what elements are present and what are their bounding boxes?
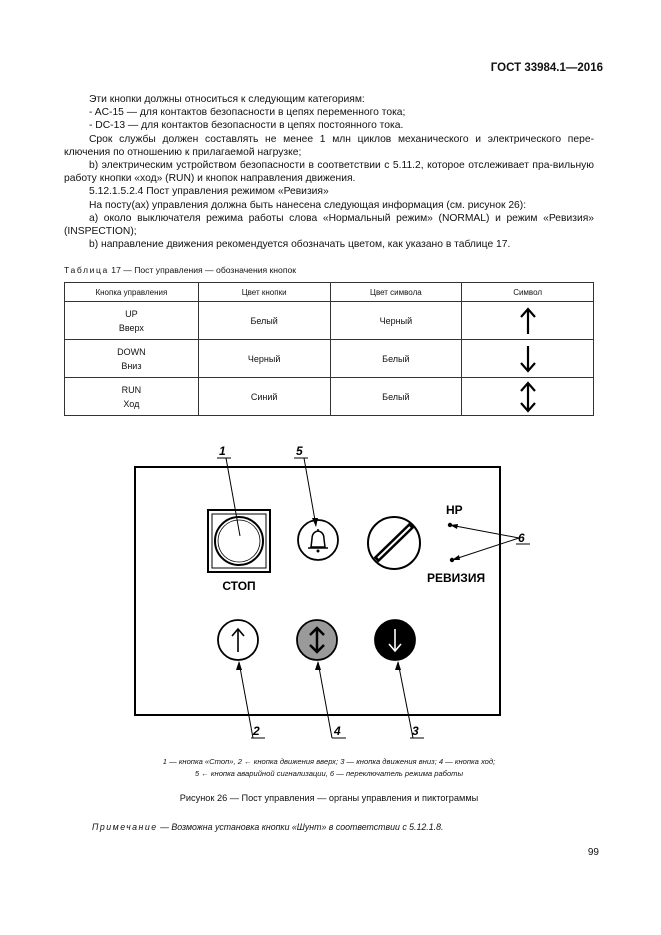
figure-legend xyxy=(64,756,594,780)
paragraph: а) около выключателя режима работы слова «Нормальный режим» (NORMAL) и режим «Ревизия» (INSPECTION); xyxy=(64,212,594,238)
column-header: Цвет кнопки xyxy=(198,283,330,302)
table-row xyxy=(65,378,594,416)
table-caption xyxy=(64,265,296,275)
table-header-row xyxy=(65,283,594,302)
section-heading: 5.12.1.5.2.4 Пост управления режимом «Ревизия» xyxy=(89,186,329,198)
callout-number: 5 xyxy=(296,444,303,458)
note-text: — Возможна установка кнопки «Шунт» в соответствии с 5.12.1.8. xyxy=(157,822,444,832)
arrow-down-icon xyxy=(518,344,538,374)
arrow-updown-icon xyxy=(518,381,538,413)
paragraph: - AC-15 — для контактов безопасности в цепях переменного тока; xyxy=(89,107,406,119)
normal-mode-label: НР xyxy=(446,503,463,517)
button-name-cell xyxy=(65,302,199,340)
up-button[interactable] xyxy=(218,620,258,660)
paragraph: b) направление движения рекомендуется обозначать цветом, как указано в таблице 17. xyxy=(89,239,511,251)
symbol-cell xyxy=(462,340,594,378)
column-header: Цвет символа xyxy=(330,283,462,302)
paragraph: Срок службы должен составлять не менее 1 млн циклов механического и электрического пере-ключения по отношению к прилагаемой нагрузке; xyxy=(64,133,594,158)
button-color-cell: Черный xyxy=(198,340,330,378)
body-text xyxy=(64,93,594,251)
arrow-up-icon xyxy=(518,306,538,336)
paragraph: - DC-13 — для контактов безопасности в цепях постоянного тока. xyxy=(89,120,404,132)
note xyxy=(92,822,443,832)
callout-number: 4 xyxy=(334,724,341,738)
callout-number: 3 xyxy=(412,724,419,738)
mode-selector-switch[interactable] xyxy=(368,517,420,569)
run-button[interactable] xyxy=(297,620,337,660)
alarm-button[interactable] xyxy=(298,520,338,560)
symbol-cell xyxy=(462,378,594,416)
paragraph: b) электрическим устройством безопасности в соответствии с 5.11.2, которое отслеживает пра-вильную работу кнопки «ход» (RUN) и кнопок направления движения. xyxy=(64,160,594,185)
table-caption-label: Таблица xyxy=(64,265,109,275)
paragraph: Эти кнопки должны относиться к следующим категориям: xyxy=(89,94,365,105)
callout-number: 6 xyxy=(518,531,525,545)
symbol-color-cell: Черный xyxy=(330,302,462,340)
stop-button[interactable] xyxy=(208,510,270,572)
button-name-en: DOWN xyxy=(117,346,146,357)
page-number: 99 xyxy=(587,847,599,858)
symbol-color-cell: Белый xyxy=(330,378,462,416)
inspection-mode-label: РЕВИЗИЯ xyxy=(427,571,486,585)
column-header: Кнопка управления xyxy=(65,283,199,302)
button-name-cell xyxy=(65,378,199,416)
standard-header: ГОСТ 33984.1—2016 xyxy=(490,62,603,74)
figure-caption: Рисунок 26 — Пост управления — органы управления и пиктограммы xyxy=(179,793,479,803)
button-name-en: UP xyxy=(125,308,138,319)
legend-line: 5 ← кнопка аварийной сигнализации, 6 — переключатель режима работы xyxy=(194,769,464,778)
button-name-cell xyxy=(65,340,199,378)
button-name-ru: Ход xyxy=(123,398,140,409)
table-17 xyxy=(64,282,594,416)
button-name-ru: Вверх xyxy=(118,322,144,333)
callout-number: 2 xyxy=(253,724,260,738)
stop-label: СТОП xyxy=(222,579,256,593)
symbol-cell xyxy=(462,302,594,340)
note-label: Примечание xyxy=(92,822,158,832)
legend-line: 1 — кнопка «Стоп», 2 ← кнопка движения вверх; 3 — кнопка движения вниз; 4 — кнопка ход; xyxy=(162,757,496,766)
column-header: Символ xyxy=(462,283,594,302)
button-name-ru: Вниз xyxy=(121,360,142,371)
table-caption-text: 17 — Пост управления — обозначения кнопок xyxy=(108,265,297,275)
callout-number: 1 xyxy=(219,444,226,458)
figure-26-control-panel xyxy=(0,430,661,750)
table-row xyxy=(65,340,594,378)
down-button[interactable] xyxy=(375,620,415,660)
button-name-en: RUN xyxy=(121,384,142,395)
button-color-cell: Синий xyxy=(198,378,330,416)
button-color-cell: Белый xyxy=(198,302,330,340)
symbol-color-cell: Белый xyxy=(330,340,462,378)
paragraph: На посту(ах) управления должна быть нанесена следующая информация (см. рисунок 26): xyxy=(89,199,527,211)
table-row xyxy=(65,302,594,340)
